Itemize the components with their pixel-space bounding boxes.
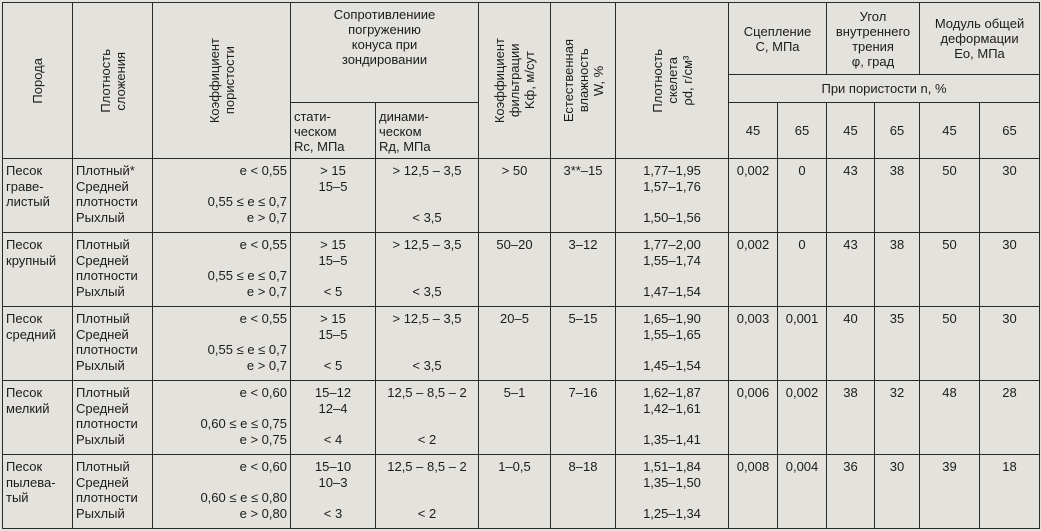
cell-moisture: 7–16 [551, 381, 616, 455]
header-porosity-65: 65 [875, 103, 920, 159]
cell-skeleton-density: 1,65–1,90 1,55–1,65 1,45–1,54 [616, 307, 729, 381]
header-porosity-45: 45 [920, 103, 980, 159]
cell-density: Плотный* Средней плотности Рыхлый [73, 159, 153, 233]
header-density: Плотность сложения [73, 3, 153, 159]
cell-skeleton-density: 1,77–1,95 1,57–1,76 1,50–1,56 [616, 159, 729, 233]
cell-rock: Песок пылева- тый [3, 455, 73, 529]
cell-density: Плотный Средней плотности Рыхлый [73, 233, 153, 307]
cell-cohesion-65: 0 [778, 233, 827, 307]
cell-moisture: 5–15 [551, 307, 616, 381]
cell-porosity: e < 0,55 0,55 ≤ e ≤ 0,7 e > 0,7 [153, 307, 291, 381]
cell-skeleton-density: 1,51–1,84 1,35–1,50 1,25–1,34 [616, 455, 729, 529]
cell-friction-45: 36 [827, 455, 875, 529]
cell-friction-45: 40 [827, 307, 875, 381]
cell-filtration: 50–20 [479, 233, 551, 307]
table-row [3, 159, 1040, 233]
cell-cohesion-45: 0,006 [729, 381, 778, 455]
header-moisture: Естественная влажность W, % [551, 3, 616, 159]
cell-static-resistance: > 15 15–5 [291, 159, 376, 233]
cell-deformation-45: 39 [920, 455, 980, 529]
cell-dynamic-resistance: > 12,5 – 3,5 < 3,5 [376, 307, 479, 381]
cell-deformation-45: 50 [920, 233, 980, 307]
header-porosity-45: 45 [827, 103, 875, 159]
cell-cohesion-45: 0,003 [729, 307, 778, 381]
cell-deformation-45: 50 [920, 159, 980, 233]
table-row [3, 381, 1040, 455]
cell-cohesion-45: 0,008 [729, 455, 778, 529]
cell-deformation-65: 30 [980, 233, 1040, 307]
cell-porosity: e < 0,55 0,55 ≤ e ≤ 0,7 e > 0,7 [153, 159, 291, 233]
header-porosity-65: 65 [778, 103, 827, 159]
header-cohesion: Сцепление С, МПа [729, 3, 827, 75]
cell-density: Плотный Средней плотности Рыхлый [73, 381, 153, 455]
header-porosity-coef: Коэффициент пористости [153, 3, 291, 159]
cell-filtration: 20–5 [479, 307, 551, 381]
cell-friction-45: 43 [827, 159, 875, 233]
cell-rock: Песок граве- листый [3, 159, 73, 233]
cell-filtration: > 50 [479, 159, 551, 233]
cell-filtration: 1–0,5 [479, 455, 551, 529]
header-friction-angle: Угол внутреннего трения φ, град [827, 3, 920, 75]
cell-deformation-45: 48 [920, 381, 980, 455]
cell-friction-65: 38 [875, 159, 920, 233]
header-at-porosity: При пористости n, % [729, 75, 1040, 103]
cell-cohesion-65: 0,001 [778, 307, 827, 381]
cell-moisture: 3–12 [551, 233, 616, 307]
soil-properties-table [2, 2, 1040, 529]
cell-rock: Песок мелкий [3, 381, 73, 455]
cell-dynamic-resistance: 12,5 – 8,5 – 2 < 2 [376, 455, 479, 529]
header-porosity-65: 65 [980, 103, 1040, 159]
cell-static-resistance: > 15 15–5 < 5 [291, 307, 376, 381]
cell-deformation-65: 28 [980, 381, 1040, 455]
table-row [3, 307, 1040, 381]
cell-friction-65: 38 [875, 233, 920, 307]
header-dynamic: динами- ческом Rд, МПа [376, 103, 479, 159]
cell-friction-65: 30 [875, 455, 920, 529]
cell-moisture: 8–18 [551, 455, 616, 529]
cell-friction-65: 35 [875, 307, 920, 381]
cell-rock: Песок средний [3, 307, 73, 381]
cell-skeleton-density: 1,77–2,00 1,55–1,74 1,47–1,54 [616, 233, 729, 307]
cell-porosity: e < 0,55 0,55 ≤ e ≤ 0,7 e > 0,7 [153, 233, 291, 307]
table-body [3, 159, 1040, 529]
cell-friction-65: 32 [875, 381, 920, 455]
table-row [3, 455, 1040, 529]
cell-deformation-65: 30 [980, 159, 1040, 233]
cell-density: Плотный Средней плотности Рыхлый [73, 307, 153, 381]
cell-dynamic-resistance: 12,5 – 8,5 – 2 < 2 [376, 381, 479, 455]
cell-static-resistance: 15–12 12–4 < 4 [291, 381, 376, 455]
header-cone-resistance: Сопротивлениие погружению конуса при зондировании [291, 3, 479, 103]
cell-porosity: e < 0,60 0,60 ≤ e ≤ 0,75 e > 0,75 [153, 381, 291, 455]
header-rock: Порода [3, 3, 73, 159]
cell-deformation-65: 30 [980, 307, 1040, 381]
header-static: стати- ческом Rс, МПа [291, 103, 376, 159]
header-porosity-45: 45 [729, 103, 778, 159]
cell-rock: Песок крупный [3, 233, 73, 307]
cell-friction-45: 43 [827, 233, 875, 307]
cell-static-resistance: 15–10 10–3 < 3 [291, 455, 376, 529]
cell-deformation-45: 50 [920, 307, 980, 381]
header-skeleton-density: Плотность скелета ρd, г/см³ [616, 3, 729, 159]
table-row [3, 233, 1040, 307]
cell-cohesion-45: 0,002 [729, 233, 778, 307]
cell-static-resistance: > 15 15–5 < 5 [291, 233, 376, 307]
header-deformation: Модуль общей деформации Eо, МПа [920, 3, 1040, 75]
cell-cohesion-45: 0,002 [729, 159, 778, 233]
cell-dynamic-resistance: > 12,5 – 3,5 < 3,5 [376, 159, 479, 233]
cell-dynamic-resistance: > 12,5 – 3,5 < 3,5 [376, 233, 479, 307]
header-filtration: Коэффициент фильтрации Kф, м/сут [479, 3, 551, 159]
cell-cohesion-65: 0,002 [778, 381, 827, 455]
cell-friction-45: 38 [827, 381, 875, 455]
cell-filtration: 5–1 [479, 381, 551, 455]
cell-density: Плотный Средней плотности Рыхлый [73, 455, 153, 529]
cell-cohesion-65: 0,004 [778, 455, 827, 529]
cell-moisture: 3**–15 [551, 159, 616, 233]
cell-skeleton-density: 1,62–1,87 1,42–1,61 1,35–1,41 [616, 381, 729, 455]
cell-deformation-65: 18 [980, 455, 1040, 529]
cell-cohesion-65: 0 [778, 159, 827, 233]
cell-porosity: e < 0,60 0,60 ≤ e ≤ 0,80 e > 0,80 [153, 455, 291, 529]
